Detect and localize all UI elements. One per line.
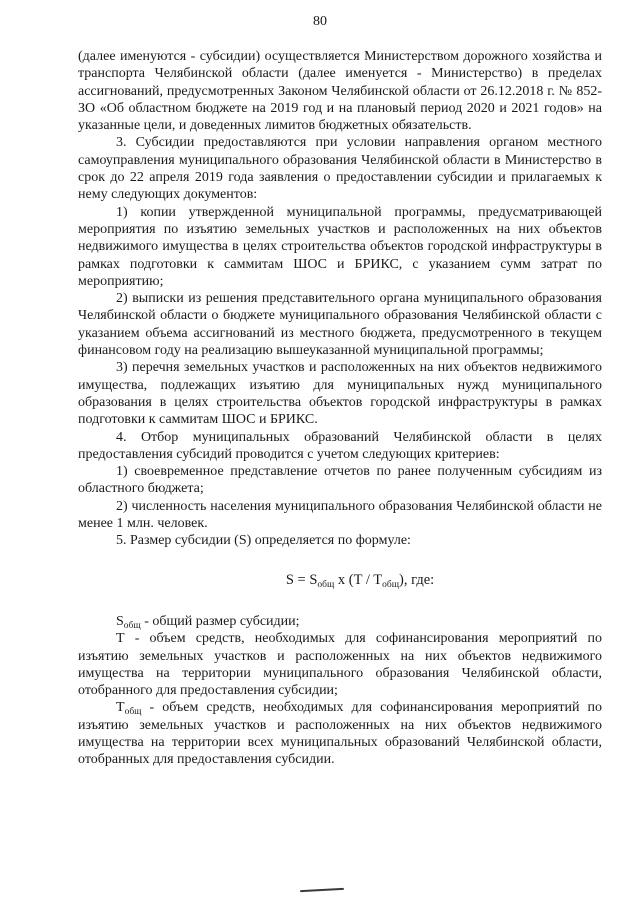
- definition-subscript: общ: [123, 620, 141, 631]
- scan-edge-mark: [300, 888, 344, 892]
- paragraph-criterion-2: 2) численность населения муниципального образования Челябинской области не менее 1 млн. человек.: [78, 498, 602, 532]
- formula-mid: x (T / T: [334, 571, 383, 588]
- definition-text: - объем средств, необходимых для софинансирования мероприятий по изъятию земельных участков и расположенных на них объектов недвижимого имущества на территории всех муниципальных образований Челябинской области, отобранных для предоставления субсидии.: [78, 700, 602, 768]
- formula-sub-1: общ: [317, 579, 335, 590]
- paragraph-clause-5: 5. Размер субсидии (S) определяется по формуле:: [116, 533, 411, 549]
- paragraph-continuation: (далее именуются - субсидии) осуществляется Министерством дорожного хозяйства и транспорта Челябинской области (далее именуется - Министерство) в пределах ассигнований, предусмотренных Законом Челябинской области от 26.12.2018 г. № 852-ЗО «Об областном бюджете на 2019 год и на плановый период 2020 и 2021 годов» на указанные цели, и доведенных лимитов бюджетных обязательств.: [78, 49, 602, 134]
- definition-t-total: [78, 699, 602, 768]
- document-body: [78, 48, 602, 769]
- paragraph-clause-4: 4. Отбор муниципальных образований Челябинской области в целях предоставления субсидий проводится с учетом следующих критериев:: [78, 429, 602, 462]
- definition-text: Т - объем средств, необходимых для софинансирования мероприятий по изъятию земельных участков и расположенных на них объектов недвижимого имущества на территории муниципального образования Челябинской области, отобранного для предоставления субсидии;: [78, 631, 602, 699]
- formula-lhs: S = S: [285, 571, 318, 588]
- paragraph-item-1: 1) копии утвержденной муниципальной программы, предусматривающей мероприятия по изъятию земельных участков и расположенных на них объектов недвижимого имущества в целях строительства объектов городской инфраструктуры в рамках подготовки к саммитам ШОС и БРИКС, с указанием сумм затрат по мероприятию;: [78, 204, 602, 289]
- page-number: 80: [313, 14, 327, 29]
- paragraph-clause-3: 3. Субсидии предоставляются при условии направления органом местного самоуправления муниципального образования Челябинской области в Министерство в срок до 22 апреля 2019 года заявления о предоставлении субсидии и прилагаемых к нему следующих документов:: [78, 135, 602, 203]
- subsidy-formula: [78, 572, 602, 589]
- formula-rhs: ), где:: [399, 571, 435, 588]
- paragraph-item-2: 2) выписки из решения представительного органа муниципального образования Челябинской области о бюджете муниципального образования Челябинской области с указанием объема ассигнований из местного бюджета, предусмотренного в текущем финансовом году на реализацию вышеуказанной муниципальной программы;: [78, 291, 602, 359]
- definition-subscript: общ: [124, 707, 142, 718]
- paragraph-item-3: 3) перечня земельных участков и расположенных на них объектов недвижимого имущества, подлежащих изъятию для муниципальных нужд муниципального образования в целях строительства объектов городской инфраструктуры в рамках подготовки к саммитам ШОС и БРИКС.: [78, 360, 602, 428]
- definition-text: - общий размер субсидии;: [140, 613, 300, 629]
- definition-s-total: [78, 613, 602, 630]
- paragraph-criterion-1: 1) своевременное представление отчетов по ранее полученным субсидиям из областного бюджета;: [78, 464, 602, 497]
- definition-t: [78, 630, 602, 699]
- definition-symbol: S: [116, 613, 124, 629]
- definition-symbol: Т: [116, 700, 125, 716]
- formula-sub-2: общ: [382, 579, 400, 590]
